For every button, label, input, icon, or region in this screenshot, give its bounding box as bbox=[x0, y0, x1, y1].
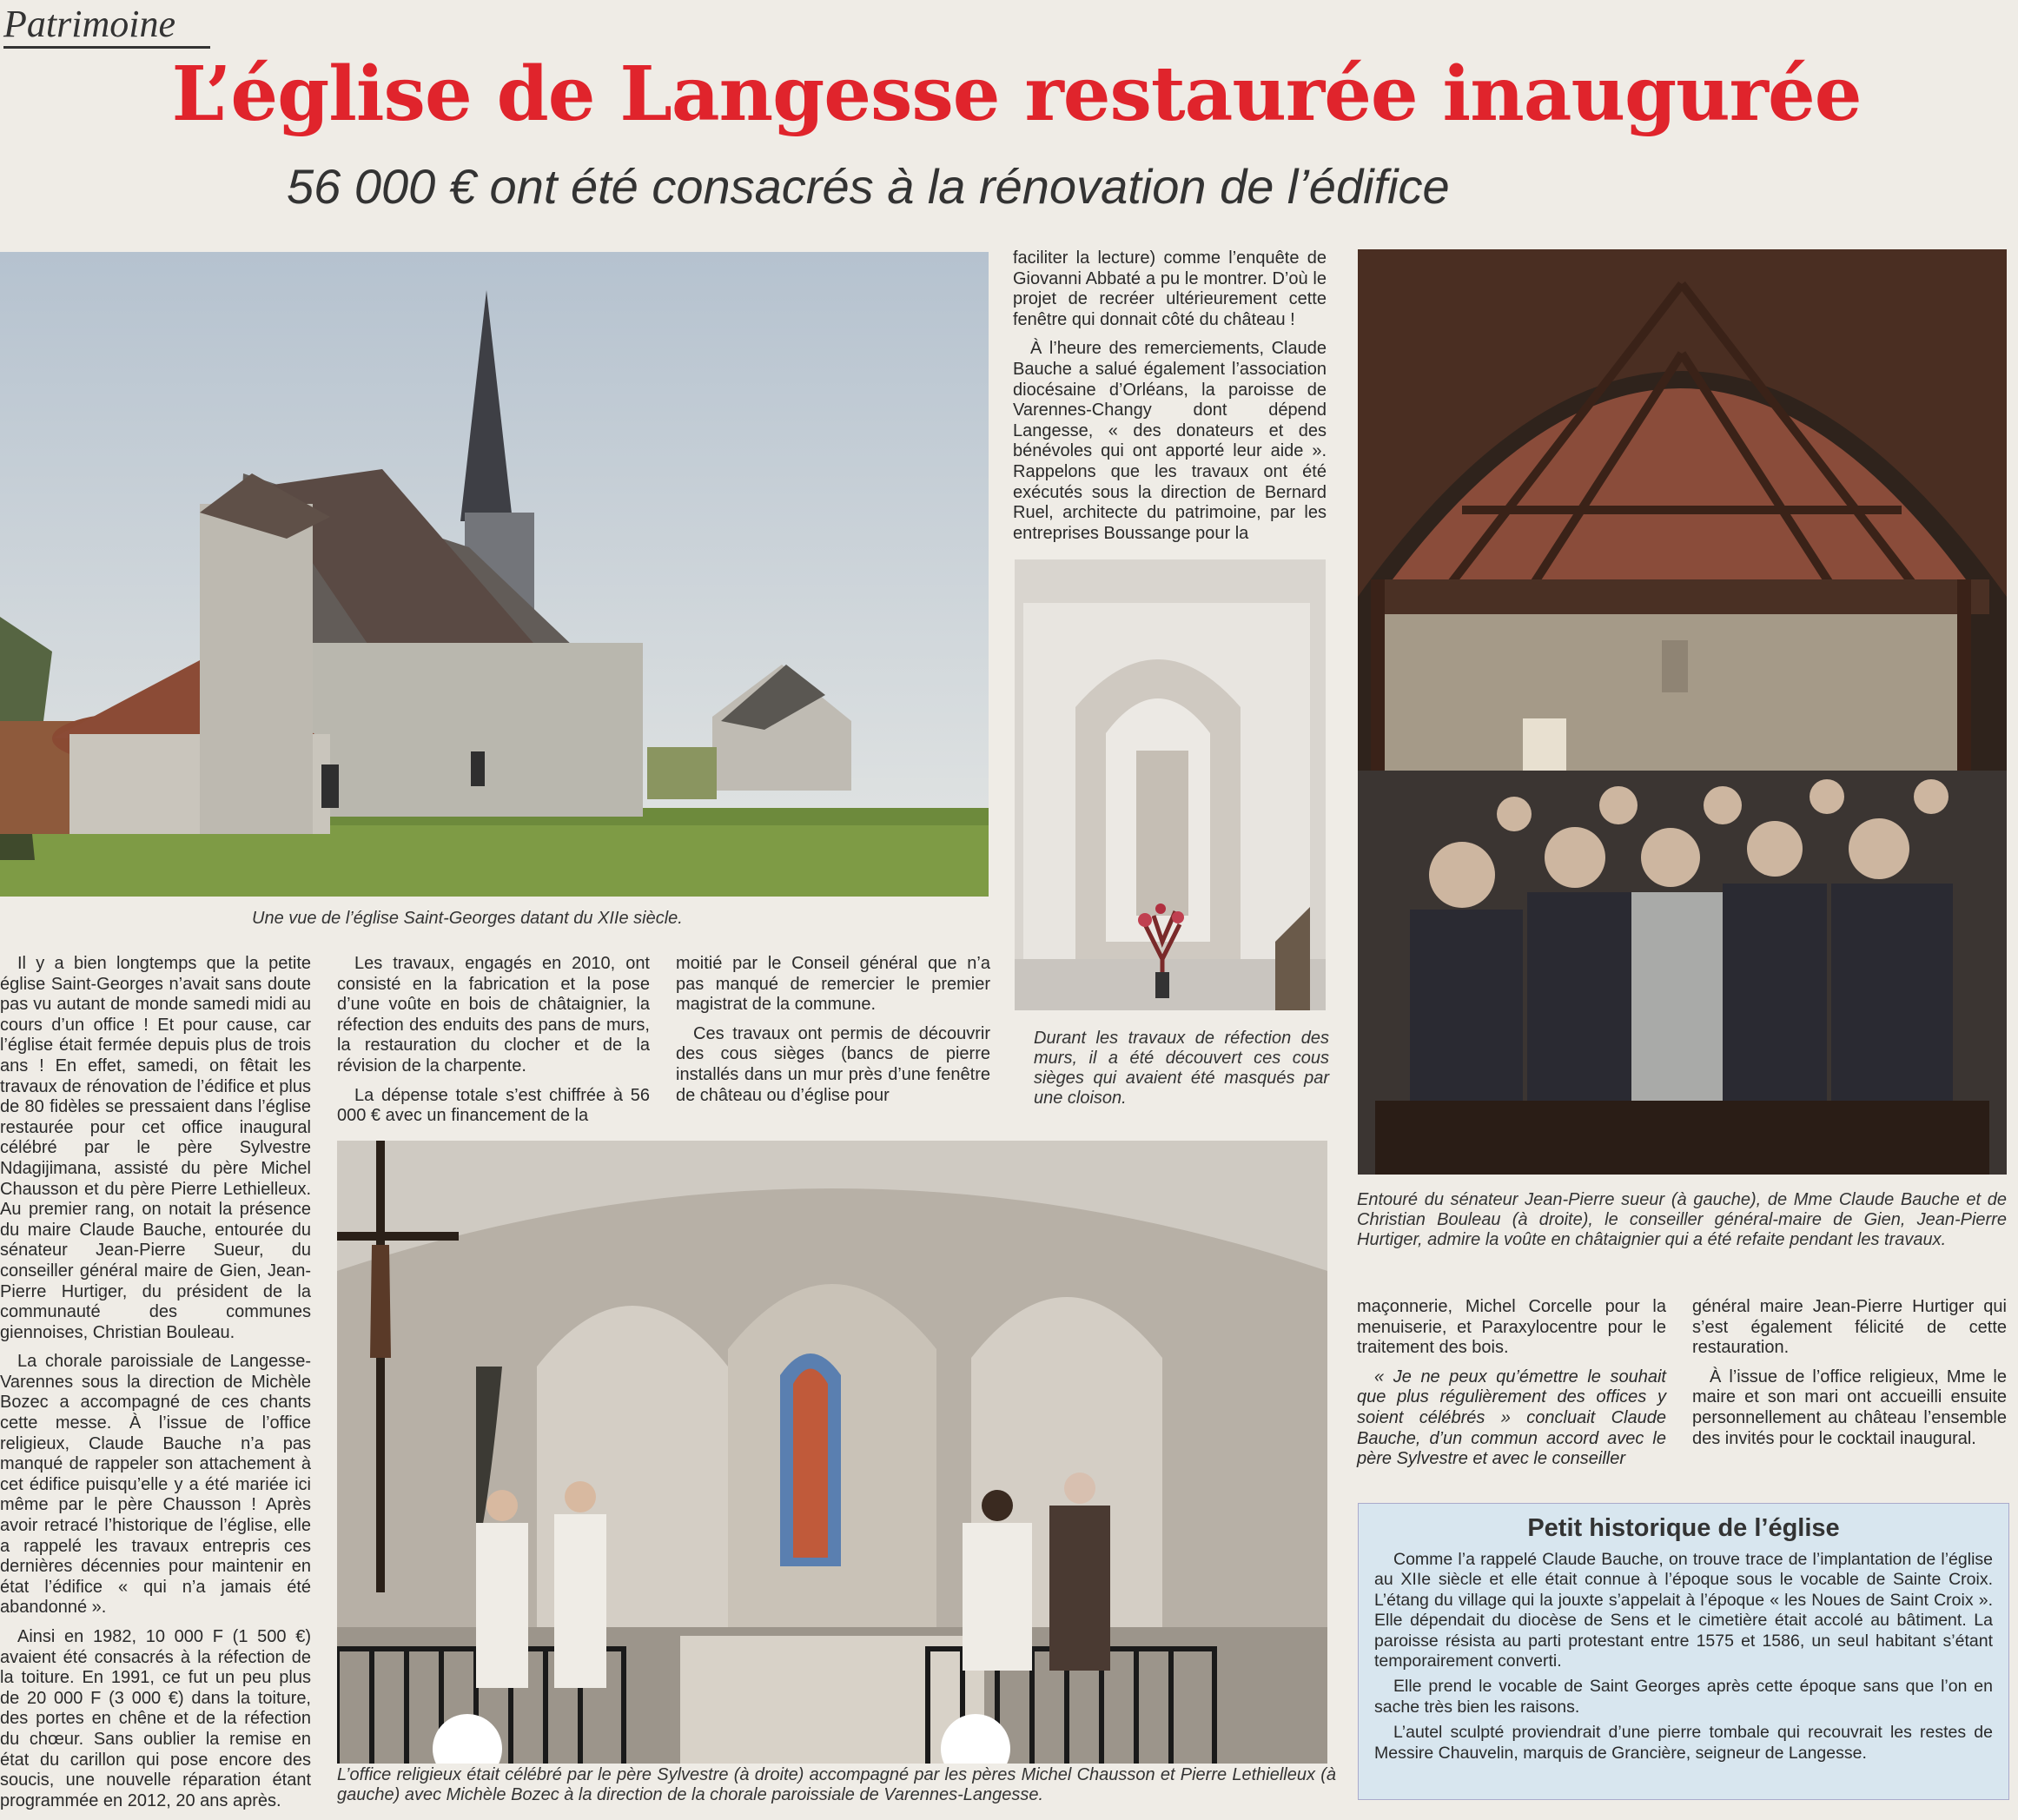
column-5 bbox=[1692, 1297, 2007, 1458]
column-4 bbox=[1357, 1297, 1666, 1479]
paragraph: Les travaux, engagés en 2010, ont consisté en la fabrication et la pose d’une voûte en bois de châtaignier, la réfection des enduits des pans de murs, la restauration du clocher et de la révision de la charpente. bbox=[337, 954, 650, 1075]
column-2 bbox=[337, 954, 650, 1135]
altar-photo bbox=[337, 1141, 1327, 1788]
sidebar-title: Petit historique de l’église bbox=[1527, 1514, 1840, 1542]
caption-exterior: Une vue de l’église Saint-Georges datant du XIIe siècle. bbox=[252, 909, 683, 928]
paragraph: La dépense totale s’est chiffrée à 56 000 € avec un financement de la bbox=[337, 1085, 650, 1126]
caption-altar: L’office religieux était célébré par le père Sylvestre (à droite) accompagné par les pères Michel Chausson et Pierre Lethielleux (à gauche) avec Michèle Bozec à la direction de la chorale paroissiale de Varennes-Langesse. bbox=[337, 1765, 1336, 1804]
paragraph: À l’heure des remerciements, Claude Bauche a salué également l’association diocésaine d’Orléans, la paroisse de Varennes-Changy dont dépend Langesse, « des donateurs et des bénévoles qui ont apporté leur aide ». Rappelons que les travaux ont été exécutés sous la direction de Bernard Ruel, architecte du patrimoine, par les entreprises Boussange pour la bbox=[1013, 339, 1327, 543]
sidebar-paragraph: Comme l’a rappelé Claude Bauche, on trouve trace de l’implantation de l’église au XIIe siècle et elle était connue à l’époque sous le vocable de Sainte Croix. L’étang du village qui la jouxte s’appelait à l’époque « les Noues de Saint Croix ». Elle dépendait du diocèse de Sens et le cimetière était accolé au bâtiment. La paroisse résista au parti protestant entre 1575 et 1586, un seul habitant s’étant temporairement converti. bbox=[1374, 1550, 1993, 1671]
paragraph: Ainsi en 1982, 10 000 F (1 500 €) avaient été consacrés à la réfection de la toiture. En 1991, ce fut un peu plus de 20 000 F (3 000 €) dans la toiture, des portes en chêne et de la réfection du chœur. Sans oublier la remise en état du carillon qui pose encore des soucis, une nouvelle réparation étant programmée en 2012, 20 ans après. bbox=[0, 1627, 311, 1810]
paragraph: Ces travaux ont permis de découvrir des cous sièges (bancs de pierre installés dans un mur près d’une fenêtre de château ou d’église pour bbox=[676, 1023, 990, 1105]
headline: L’église de Langesse restaurée inaugurée bbox=[171, 50, 1862, 138]
paragraph: faciliter la lecture) comme l’enquête de Giovanni Abbaté a pu le montrer. D’où le projet de recréer ultérieurement cette fenêtre qui donnait côté du château ! bbox=[1013, 248, 1327, 329]
subheadline: 56 000 € ont été consacrés à la rénovation de l’édifice bbox=[287, 159, 1450, 214]
paragraph: Il y a bien longtemps que la petite église Saint-Georges n’avait sans doute pas vu autant de monde samedi midi au cours d’un office ! Et pour cause, car l’église était fermée depuis plus de trois ans ! En effet, samedi, on fêtait les travaux de rénovation de l’édifice et plus de 80 fidèles se pressaient dans l’église restaurée pour cet office inaugural célébré par le père Sylvestre Ndagijimana, assisté du père Michel Chausson et du père Pierre Lethielleux. Au premier rang, on notait la présence du maire Claude Bauche, entourée du sénateur Jean-Pierre Sueur, du conseiller général maire de Gien, Jean-Pierre Hurtiger, du président de la communauté des communes giennoises, Christian Bouleau. bbox=[0, 954, 311, 1342]
column-1 bbox=[0, 954, 311, 1820]
paragraph: maçonnerie, Michel Corcelle pour la menuiserie, et Paraxylocentre pour le traitement des bois. bbox=[1357, 1297, 1666, 1358]
column-3 bbox=[676, 954, 990, 1115]
paragraph: La chorale paroissiale de Langesse-Varennes sous la direction de Michèle Bozec a accompagné de ces chants cette messe. À l’issue de l’office religieux, Claude Bauche n’a pas manqué de rappeler son attachement à cet édifice puisqu’elle y a été mariée ici même par le père Chausson ! Après avoir retracé l’historique de l’église, elle a rappelé les travaux entrepris ces dernières décennies pour maintenir en état l’édifice « qui n’a jamais été abandonné ». bbox=[0, 1352, 311, 1618]
column-3-top bbox=[1013, 248, 1327, 553]
congregation-photo bbox=[1358, 249, 2007, 1175]
paragraph: « Je ne peux qu’émettre le souhait que plus régulièrement des offices y soient célébrés » concluait Claude Bauche, d’un commun accord avec le père Sylvestre et avec le conseiller bbox=[1357, 1367, 1666, 1469]
rubric-label: Patrimoine bbox=[3, 2, 210, 49]
sidebar-paragraph: Elle prend le vocable de Saint Georges après cette époque sans que l’on en sache très bien les raisons. bbox=[1374, 1677, 1993, 1717]
stone-seats-photo bbox=[1015, 559, 1326, 1010]
sidebar-paragraph: L’autel sculpté proviendrait d’une pierre tombale qui recouvrait les restes de Messire Chauvelin, marquis de Grancière, seigneur de Langesse. bbox=[1374, 1723, 1993, 1763]
paragraph: moitié par le Conseil général que n’a pas manqué de remercier le premier magistrat de la commune. bbox=[676, 954, 990, 1015]
caption-seats: Durant les travaux de réfection des murs, il a été découvert ces cous sièges qui avaient été masqués par une cloison. bbox=[1034, 1029, 1329, 1108]
history-sidebar bbox=[1358, 1503, 2009, 1800]
church-exterior-photo bbox=[0, 252, 989, 897]
paragraph: À l’issue de l’office religieux, Mme le maire et son mari ont accueilli ensuite personnellement au château l’ensemble des invités pour le cocktail inaugural. bbox=[1692, 1367, 2007, 1448]
caption-congregation: Entouré du sénateur Jean-Pierre sueur (à gauche), de Mme Claude Bauche et de Christian Bouleau (à droite), le conseiller général-maire de Gien, Jean-Pierre Hurtiger, admire la voûte en châtaignier qui a été refaite pendant les travaux. bbox=[1357, 1190, 2007, 1249]
paragraph: général maire Jean-Pierre Hurtiger qui s’est également félicité de cette restauration. bbox=[1692, 1297, 2007, 1358]
